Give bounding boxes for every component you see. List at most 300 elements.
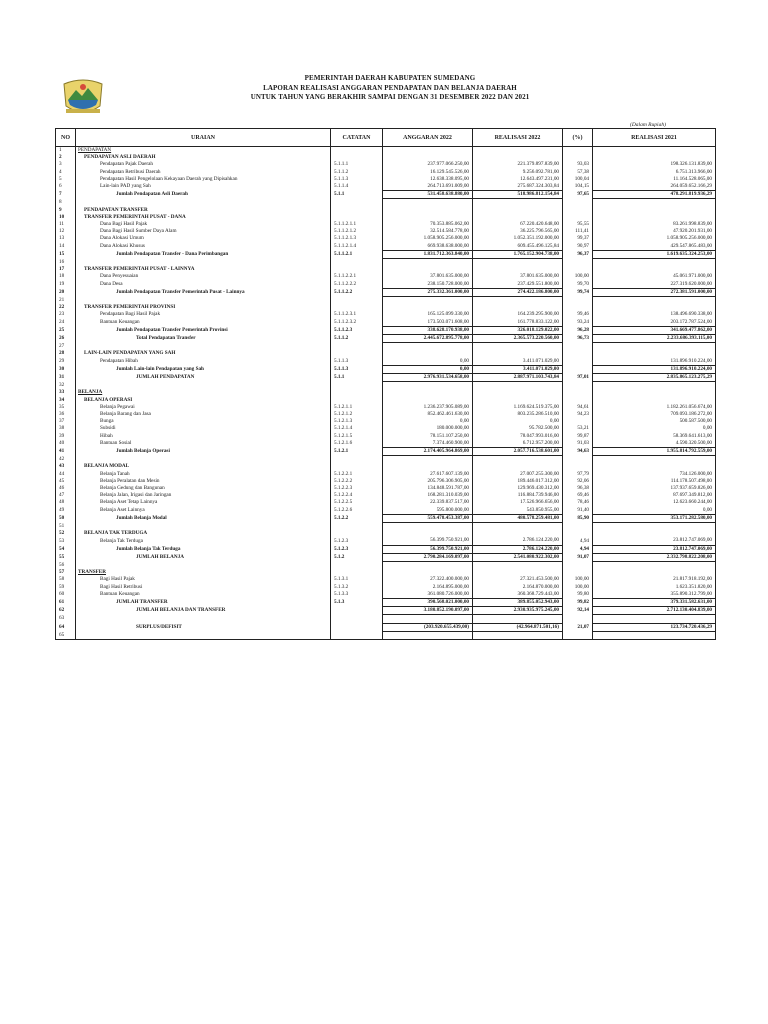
row-description: Dana Bagi Hasil Pajak <box>76 221 331 228</box>
row-realization-2021 <box>593 456 716 464</box>
row-realization-2021: 0,00 <box>593 425 716 432</box>
row-number: 4 <box>56 169 76 176</box>
row-description: Belanja Jalan, Irigasi dan Jaringan <box>76 492 331 499</box>
row-realization-2021: 87.697.349.812,00 <box>593 492 716 499</box>
row-description <box>76 456 331 464</box>
row-note-code: 5.1.3.3 <box>331 591 383 599</box>
row-note-code <box>331 147 383 155</box>
row-realization-2021: 45.061.971.000,00 <box>593 273 716 280</box>
row-realization-2022: 164.239.295.900,00 <box>473 311 563 318</box>
row-number: 16 <box>56 259 76 267</box>
row-realization-2022 <box>473 523 563 531</box>
row-percentage: 94,63 <box>563 448 593 456</box>
row-budget-2022: 2.164.895.000,00 <box>383 584 473 591</box>
row-description: Bunga <box>76 418 331 425</box>
row-description: PENDAPATAN TRANSFER <box>76 207 331 214</box>
row-realization-2022: 2.786.124.220,00 <box>473 545 563 553</box>
row-note-code: 5.1.1.2.3.2 <box>331 319 383 327</box>
row-number: 50 <box>56 514 76 522</box>
row-percentage: 93,03 <box>563 161 593 168</box>
row-percentage <box>563 207 593 214</box>
row-percentage: 99,82 <box>563 599 593 607</box>
row-realization-2021 <box>593 631 716 639</box>
table-row <box>56 607 716 615</box>
row-description: Pendapatan Pajak Daerah <box>76 161 331 168</box>
row-description <box>76 523 331 531</box>
row-number: 28 <box>56 350 76 357</box>
row-number: 19 <box>56 281 76 289</box>
table-row <box>56 374 716 382</box>
row-budget-2022: 238.150.728.000,00 <box>383 281 473 289</box>
row-number: 31 <box>56 374 76 382</box>
row-percentage: 4,94 <box>563 545 593 553</box>
row-note-code: 5.1.2.1.1 <box>331 404 383 411</box>
row-note-code <box>331 631 383 639</box>
row-percentage: 99,37 <box>563 235 593 242</box>
row-description: Dana Penyesuaian <box>76 273 331 280</box>
row-budget-2022 <box>383 523 473 531</box>
row-budget-2022 <box>383 154 473 161</box>
row-description: JUMLAH TRANSFER <box>76 599 331 607</box>
row-description: TRANSFER PEMERINTAH PUSAT - LAINNYA <box>76 266 331 273</box>
row-number: 2 <box>56 154 76 161</box>
row-realization-2021 <box>593 147 716 155</box>
row-percentage: 96,37 <box>563 250 593 258</box>
row-description: Belanja Gedung dan Bangunan <box>76 485 331 492</box>
table-row <box>56 358 716 366</box>
row-realization-2022 <box>473 631 563 639</box>
row-percentage <box>563 266 593 273</box>
row-realization-2021: 2.835.865.123.275,29 <box>593 374 716 382</box>
row-description: Bagi Hasil Pajak <box>76 576 331 583</box>
row-percentage <box>563 214 593 221</box>
row-description: Total Pendapatan Transfer <box>76 335 331 343</box>
row-realization-2022: 6.712.957.200,00 <box>473 440 563 448</box>
table-row <box>56 304 716 311</box>
row-budget-2022: 2.174.405.964.869,00 <box>383 448 473 456</box>
row-number: 38 <box>56 425 76 432</box>
row-realization-2021: 709.093.186.272,00 <box>593 411 716 418</box>
table-row <box>56 319 716 327</box>
row-note-code: 5.1.1.2.1.4 <box>331 243 383 251</box>
row-note-code: 5.1.2.2.3 <box>331 485 383 492</box>
row-description: Pendapatan Retribusi Daerah <box>76 169 331 176</box>
row-realization-2021 <box>593 154 716 161</box>
row-realization-2022: 9.256.092.781,00 <box>473 169 563 176</box>
row-number: 58 <box>56 576 76 583</box>
row-number: 43 <box>56 463 76 470</box>
row-number: 29 <box>56 358 76 366</box>
row-number: 33 <box>56 389 76 396</box>
row-note-code: 5.1.3 <box>331 599 383 607</box>
row-realization-2022: 189.446.017.312,00 <box>473 478 563 485</box>
column-header-anggaran-2022: ANGGARAN 2022 <box>383 129 473 147</box>
row-description: Pendapatan Hasil Pengelolaan Kekayaan Daerah yang Dipisahkan <box>76 176 331 183</box>
row-note-code: 5.1.2.2.4 <box>331 492 383 499</box>
row-realization-2022: 2.057.716.538.601,00 <box>473 448 563 456</box>
report-header <box>150 74 630 103</box>
table-row <box>56 266 716 273</box>
row-description: Dana Alokasi Umum <box>76 235 331 242</box>
row-percentage: 97,01 <box>563 374 593 382</box>
row-realization-2021 <box>593 304 716 311</box>
row-percentage: 78,46 <box>563 499 593 506</box>
row-note-code: 5.1.1.2.1.2 <box>331 228 383 235</box>
row-description: Hibah <box>76 433 331 440</box>
row-budget-2022: 3.180.852.190.097,00 <box>383 607 473 615</box>
row-note-code <box>331 562 383 570</box>
row-percentage <box>563 530 593 537</box>
row-note-code: 5.1.2.1 <box>331 448 383 456</box>
row-percentage <box>563 350 593 357</box>
row-realization-2022 <box>473 259 563 267</box>
row-percentage <box>563 389 593 396</box>
row-description: BELANJA <box>76 389 331 396</box>
row-realization-2021: 500.587.500,00 <box>593 418 716 425</box>
header-government: PEMERINTAH DAERAH KABUPATEN SUMEDANG <box>304 74 476 82</box>
row-budget-2022: 16.129.545.526,00 <box>383 169 473 176</box>
row-realization-2022 <box>473 562 563 570</box>
row-realization-2021: 198.326.131.839,00 <box>593 161 716 168</box>
row-realization-2021 <box>593 463 716 470</box>
row-realization-2022 <box>473 569 563 576</box>
row-number: 49 <box>56 507 76 515</box>
row-percentage <box>563 358 593 366</box>
row-note-code: 5.1.1.2.1.3 <box>331 235 383 242</box>
table-row <box>56 365 716 373</box>
row-realization-2022 <box>473 530 563 537</box>
row-note-code: 5.1.2.2 <box>331 514 383 522</box>
row-budget-2022: 1.236.237.905.089,00 <box>383 404 473 411</box>
row-percentage: 93,24 <box>563 319 593 327</box>
table-row <box>56 545 716 553</box>
row-note-code <box>331 463 383 470</box>
row-percentage: 99,70 <box>563 281 593 289</box>
row-budget-2022: 2.790.284.169.097,00 <box>383 553 473 561</box>
row-note-code: 5.1.2.1.6 <box>331 440 383 448</box>
row-number: 25 <box>56 326 76 334</box>
row-note-code: 5.1.1.2.1.1 <box>331 221 383 228</box>
row-number: 18 <box>56 273 76 280</box>
table-row <box>56 485 716 492</box>
row-budget-2022: 264.713.691.009,00 <box>383 183 473 191</box>
row-budget-2022: 70.353.885.062,00 <box>383 221 473 228</box>
row-budget-2022 <box>383 214 473 221</box>
row-note-code: 5.1.3.1 <box>331 576 383 583</box>
row-realization-2022: 326.018.129.022,00 <box>473 326 563 334</box>
row-note-code: 5.1.2 <box>331 553 383 561</box>
row-description <box>76 631 331 639</box>
row-budget-2022: 237.977.066.250,00 <box>383 161 473 168</box>
row-description <box>76 382 331 390</box>
row-budget-2022: 180.000.000,00 <box>383 425 473 432</box>
row-number: 54 <box>56 545 76 553</box>
row-note-code <box>331 569 383 576</box>
row-realization-2022: 3.411.071.029,00 <box>473 365 563 373</box>
row-number: 36 <box>56 411 76 418</box>
row-percentage: 96,38 <box>563 485 593 492</box>
row-percentage: 91,03 <box>563 440 593 448</box>
row-realization-2021: 47.920.201.931,00 <box>593 228 716 235</box>
row-realization-2021: 83.261.998.839,00 <box>593 221 716 228</box>
table-row <box>56 228 716 235</box>
row-realization-2021 <box>593 389 716 396</box>
row-note-code: 5.1.1.3 <box>331 176 383 183</box>
row-number: 62 <box>56 607 76 615</box>
row-realization-2021 <box>593 259 716 267</box>
row-realization-2022: 1.765.152.904.738,00 <box>473 250 563 258</box>
row-number: 39 <box>56 433 76 440</box>
row-realization-2021 <box>593 343 716 351</box>
table-row <box>56 591 716 599</box>
row-realization-2021: 12.623.660.244,00 <box>593 499 716 506</box>
row-number: 52 <box>56 530 76 537</box>
row-realization-2021: 341.669.477.862,00 <box>593 326 716 334</box>
table-row <box>56 478 716 485</box>
row-budget-2022 <box>383 350 473 357</box>
row-description <box>76 297 331 305</box>
row-percentage: 95,55 <box>563 221 593 228</box>
row-note-code: 5.1.1 <box>331 191 383 199</box>
row-realization-2021 <box>593 207 716 214</box>
row-description <box>76 199 331 207</box>
row-percentage: 94,61 <box>563 404 593 411</box>
table-row <box>56 553 716 561</box>
table-row <box>56 576 716 583</box>
table-row <box>56 221 716 228</box>
row-realization-2021: 6.751.313.966,00 <box>593 169 716 176</box>
row-description: Belanja Peralatan dan Mesin <box>76 478 331 485</box>
row-budget-2022: 1.058.905.256.000,00 <box>383 235 473 242</box>
row-percentage: 57,38 <box>563 169 593 176</box>
row-description: Jumlah Belanja Tak Terduga <box>76 545 331 553</box>
row-number: 3 <box>56 161 76 168</box>
row-budget-2022: 559.478.453.387,00 <box>383 514 473 522</box>
row-note-code: 5.1.2.1.4 <box>331 425 383 432</box>
row-realization-2022: 27.321.453.500,00 <box>473 576 563 583</box>
table-row <box>56 191 716 199</box>
table-row <box>56 433 716 440</box>
row-number: 40 <box>56 440 76 448</box>
row-budget-2022: 361.080.726.000,00 <box>383 591 473 599</box>
row-percentage: 91,07 <box>563 553 593 561</box>
row-number: 32 <box>56 382 76 390</box>
table-row <box>56 311 716 318</box>
row-percentage <box>563 615 593 623</box>
row-realization-2022: 0,00 <box>473 418 563 425</box>
row-percentage: 100,04 <box>563 176 593 183</box>
row-budget-2022 <box>383 297 473 305</box>
row-note-code <box>331 259 383 267</box>
row-realization-2021: 379.331.582.631,00 <box>593 599 716 607</box>
regency-emblem-icon <box>60 78 106 116</box>
row-realization-2021: 123.734.720.436,29 <box>593 623 716 631</box>
table-row <box>56 214 716 221</box>
row-percentage: 96,28 <box>563 326 593 334</box>
row-budget-2022: 2.976.931.534.658,00 <box>383 374 473 382</box>
row-percentage <box>563 523 593 531</box>
row-realization-2022: 221.379.897.839,00 <box>473 161 563 168</box>
row-number: 42 <box>56 456 76 464</box>
row-description: Jumlah Pendapatan Asli Daerah <box>76 191 331 199</box>
row-realization-2021: 131.896.910.224,00 <box>593 365 716 373</box>
row-realization-2021: 2.332.798.822.208,00 <box>593 553 716 561</box>
row-description: Jumlah Pendapatan Transfer - Dana Perimbangan <box>76 250 331 258</box>
row-description: Belanja Pegawai <box>76 404 331 411</box>
row-budget-2022 <box>383 147 473 155</box>
row-number: 15 <box>56 250 76 258</box>
row-note-code <box>331 207 383 214</box>
row-number: 46 <box>56 485 76 492</box>
row-number: 14 <box>56 243 76 251</box>
row-realization-2022 <box>473 199 563 207</box>
row-budget-2022: 0,00 <box>383 358 473 366</box>
row-realization-2022: 27.007.255.300,00 <box>473 471 563 478</box>
row-note-code <box>331 343 383 351</box>
row-percentage: 69,46 <box>563 492 593 499</box>
row-number: 20 <box>56 288 76 296</box>
row-realization-2022 <box>473 343 563 351</box>
header-period: UNTUK TAHUN YANG BERAKHIR SAMPAI DENGAN 31 DESEMBER 2022 DAN 2021 <box>250 93 530 101</box>
row-budget-2022: 12.638.338.095,00 <box>383 176 473 183</box>
row-description: Pendapatan Bagi Hasil Pajak <box>76 311 331 318</box>
row-note-code <box>331 623 383 631</box>
row-percentage: 99,46 <box>563 311 593 318</box>
row-realization-2022: (42.964.871.501,16) <box>473 623 563 631</box>
row-budget-2022 <box>383 207 473 214</box>
row-budget-2022 <box>383 463 473 470</box>
row-realization-2021: 355.890.312.799,00 <box>593 591 716 599</box>
row-note-code: 5.1.3.2 <box>331 584 383 591</box>
row-percentage <box>563 463 593 470</box>
table-row <box>56 243 716 251</box>
row-note-code <box>331 523 383 531</box>
table-row <box>56 599 716 607</box>
row-note-code <box>331 154 383 161</box>
table-row <box>56 514 716 522</box>
table-row <box>56 499 716 506</box>
row-description: Belanja Tak Terduga <box>76 537 331 545</box>
table-row <box>56 169 716 176</box>
row-realization-2022 <box>473 297 563 305</box>
table-header-row <box>56 129 716 147</box>
row-budget-2022 <box>383 397 473 404</box>
table-row <box>56 259 716 267</box>
row-realization-2022: 274.422.186.800,00 <box>473 288 563 296</box>
table-row <box>56 562 716 570</box>
row-percentage <box>563 382 593 390</box>
row-realization-2021: 23.812.747.069,00 <box>593 537 716 545</box>
row-description: BELANJA OPERASI <box>76 397 331 404</box>
row-budget-2022 <box>383 631 473 639</box>
table-row <box>56 389 716 396</box>
row-description: Subsidi <box>76 425 331 432</box>
row-realization-2022: 3.411.071.029,00 <box>473 358 563 366</box>
row-budget-2022: 7.374.460.900,00 <box>383 440 473 448</box>
row-percentage: 96,73 <box>563 335 593 343</box>
row-budget-2022: 134.848.591.787,00 <box>383 485 473 492</box>
row-realization-2021: 353.171.282.580,00 <box>593 514 716 522</box>
header-report-title: LAPORAN REALISASI ANGGARAN PENDAPATAN DAN BELANJA DAERAH <box>263 83 517 92</box>
row-number: 6 <box>56 183 76 191</box>
row-note-code: 5.1.1.2.3 <box>331 326 383 334</box>
row-budget-2022 <box>383 389 473 396</box>
row-realization-2022: 129.969.430.312,00 <box>473 485 563 492</box>
row-percentage: 100,00 <box>563 584 593 591</box>
row-note-code: 5.1.2.3 <box>331 545 383 553</box>
row-realization-2022: 95.782.500,00 <box>473 425 563 432</box>
table-row <box>56 569 716 576</box>
row-realization-2021 <box>593 266 716 273</box>
row-budget-2022: 168.281.310.039,00 <box>383 492 473 499</box>
row-percentage: 90,97 <box>563 243 593 251</box>
row-number: 22 <box>56 304 76 311</box>
row-description: SURPLUS/DEFISIT <box>76 623 331 631</box>
row-description <box>76 343 331 351</box>
table-row <box>56 326 716 334</box>
row-note-code: 5.1.1.2 <box>331 169 383 176</box>
row-realization-2021 <box>593 615 716 623</box>
row-realization-2022 <box>473 389 563 396</box>
table-row <box>56 404 716 411</box>
row-note-code: 5.1.1.2.2.1 <box>331 273 383 280</box>
row-realization-2021 <box>593 562 716 570</box>
row-realization-2021 <box>593 523 716 531</box>
table-row <box>56 207 716 214</box>
row-realization-2022 <box>473 456 563 464</box>
row-realization-2022 <box>473 207 563 214</box>
row-realization-2022 <box>473 266 563 273</box>
row-note-code: 5.1.2.1.3 <box>331 418 383 425</box>
table-row <box>56 335 716 343</box>
row-note-code: 5.1.2.3 <box>331 537 383 545</box>
row-budget-2022: 205.796.306.905,00 <box>383 478 473 485</box>
table-row <box>56 350 716 357</box>
row-realization-2021: 21.817.918.192,00 <box>593 576 716 583</box>
row-realization-2021: 2.233.686.393.115,00 <box>593 335 716 343</box>
row-realization-2021: 429.547.865.483,00 <box>593 243 716 251</box>
row-percentage: 99,74 <box>563 288 593 296</box>
row-number: 21 <box>56 297 76 305</box>
row-percentage <box>563 147 593 155</box>
row-budget-2022 <box>383 343 473 351</box>
row-realization-2021: 1.623.351.820,00 <box>593 584 716 591</box>
row-note-code: 5.1.2.2.5 <box>331 499 383 506</box>
row-description: PENDAPATAN ASLI DAERAH <box>76 154 331 161</box>
row-realization-2022 <box>473 382 563 390</box>
row-number: 55 <box>56 553 76 561</box>
row-budget-2022 <box>383 530 473 537</box>
row-number: 13 <box>56 235 76 242</box>
table-row <box>56 250 716 258</box>
row-number: 45 <box>56 478 76 485</box>
row-number: 9 <box>56 207 76 214</box>
row-number: 59 <box>56 584 76 591</box>
budget-realization-table <box>55 128 716 640</box>
row-realization-2021: 478.291.819.936,29 <box>593 191 716 199</box>
row-description: Bantuan Keuangan <box>76 319 331 327</box>
table-row <box>56 631 716 639</box>
row-number: 51 <box>56 523 76 531</box>
row-realization-2022: 275.687.324.303,84 <box>473 183 563 191</box>
row-budget-2022 <box>383 382 473 390</box>
row-realization-2021 <box>593 214 716 221</box>
row-realization-2022: 518.986.812.154,84 <box>473 191 563 199</box>
row-budget-2022: 165.125.099.330,00 <box>383 311 473 318</box>
row-realization-2022 <box>473 350 563 357</box>
table-row <box>56 584 716 591</box>
row-realization-2022: 67.220.420.648,00 <box>473 221 563 228</box>
